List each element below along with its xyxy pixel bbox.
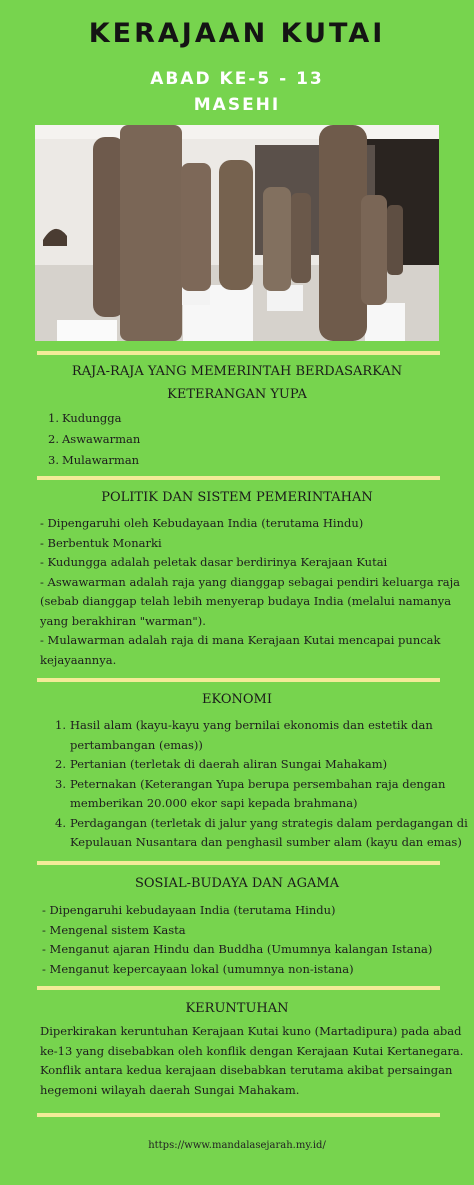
list-number: 1. xyxy=(48,411,59,425)
list-item xyxy=(50,814,468,853)
list-item xyxy=(50,716,468,755)
list-text: Kudungga xyxy=(62,411,122,425)
sosial-line: - Menganut ajaran Hindu dan Buddha (Umumnya kalangan Istana) xyxy=(42,942,433,956)
list-number: 1. xyxy=(55,718,66,732)
section-title-raja-line-2: KETERANGAN YUPA xyxy=(167,387,307,402)
list-item xyxy=(47,450,140,471)
keruntuhan-line: Diperkirakan keruntuhan Kerajaan Kutai kuno (Martadipura) pada abad xyxy=(40,1024,462,1038)
section-title-keruntuhan: KERUNTUHAN xyxy=(185,1001,289,1016)
politik-line: - Mulawarman adalah raja di mana Kerajaan Kutai mencapai puncak xyxy=(40,633,441,647)
list-number: 4. xyxy=(55,815,66,830)
section-divider xyxy=(37,678,440,682)
raja-list xyxy=(47,408,140,471)
politik-line: (sebab dianggap telah lebih menyerap budaya India (melalui namanya xyxy=(40,594,452,608)
politik-line: kejayaannya. xyxy=(40,652,117,667)
list-item xyxy=(47,408,140,429)
sosial-line: - Dipengaruhi kebudayaan India (terutama Hindu) xyxy=(42,903,336,917)
section-divider xyxy=(37,986,440,990)
list-text: Peternakan (Keterangan Yupa berupa persembahan raja dengan xyxy=(70,776,446,791)
section-title-sosial: SOSIAL-BUDAYA DAN AGAMA xyxy=(134,876,340,891)
sosial-line: - Mengenal sistem Kasta xyxy=(42,922,186,937)
section-title-raja xyxy=(0,360,474,406)
list-text: pertambangan (emas)) xyxy=(70,737,203,752)
list-item xyxy=(50,775,468,814)
politik-line: - Aswawarman adalah raja yang dianggap sebagai pendiri keluarga raja xyxy=(40,574,461,589)
section-divider xyxy=(37,351,440,355)
ekonomi-list xyxy=(50,716,468,853)
list-text: Hasil alam (kayu-kayu yang bernilai ekonomis dan estetik dan xyxy=(70,718,433,732)
list-text: Perdagangan (terletak di jalur yang strategis dalam perdagangan di xyxy=(70,815,468,830)
yupa-stones-photo xyxy=(35,125,439,341)
section-title-politik: POLITIK DAN SISTEM PEMERINTAHAN xyxy=(101,490,373,505)
list-text: memberikan 20.000 ekor sapi kepada brahmana) xyxy=(70,796,358,810)
subtitle-line-1: ABAD KE-5 - 13 xyxy=(150,69,324,89)
subtitle-line-2: MASEHI xyxy=(193,95,281,115)
section-divider xyxy=(37,476,440,480)
footer-url[interactable]: https://www.mandalasejarah.my.id/ xyxy=(148,1140,326,1151)
list-number: 3. xyxy=(55,776,66,791)
keruntuhan-paragraph xyxy=(40,1022,463,1100)
politik-line: - Berbentuk Monarki xyxy=(40,535,162,550)
list-item xyxy=(47,429,140,450)
keruntuhan-line: ke-13 yang disebabkan oleh konflik dengan Kerajaan Kutai Kertanegara. xyxy=(40,1043,464,1058)
section-divider xyxy=(37,861,440,865)
list-number: 2. xyxy=(48,432,59,446)
politik-list xyxy=(40,514,460,670)
politik-line: - Dipengaruhi oleh Kebudayaan India (terutama Hindu) xyxy=(40,516,364,530)
page-subtitle xyxy=(0,66,474,118)
list-text: Pertanian (terletak di daerah aliran Sungai Mahakam) xyxy=(70,757,388,771)
keruntuhan-line: hegemoni wilayah daerah Sungai Mahakam. xyxy=(40,1082,300,1097)
sosial-list xyxy=(42,901,432,979)
list-item xyxy=(50,755,468,775)
politik-line: - Kudungga adalah peletak dasar berdirinya Kerajaan Kutai xyxy=(40,555,388,569)
politik-line: yang berakhiran "warman"). xyxy=(40,613,206,628)
list-number: 2. xyxy=(55,757,66,771)
list-text: Mulawarman xyxy=(62,453,140,467)
list-number: 3. xyxy=(48,453,59,467)
sosial-line: - Menganut kepercayaan lokal (umumnya non-istana) xyxy=(42,961,354,976)
section-divider xyxy=(37,1113,440,1117)
page-title: KERAJAAN KUTAI xyxy=(88,18,386,49)
list-text: Aswawarman xyxy=(62,432,141,446)
section-title-raja-line-1: RAJA-RAJA YANG MEMERINTAH BERDASARKAN xyxy=(71,364,403,379)
keruntuhan-line: Konflik antara kedua kerajaan disebabkan terutama akibat persaingan xyxy=(40,1063,453,1077)
list-text: Kepulauan Nusantara dan penghasil sumber alam (kayu dan emas) xyxy=(70,835,462,849)
section-title-ekonomi: EKONOMI xyxy=(202,692,272,707)
